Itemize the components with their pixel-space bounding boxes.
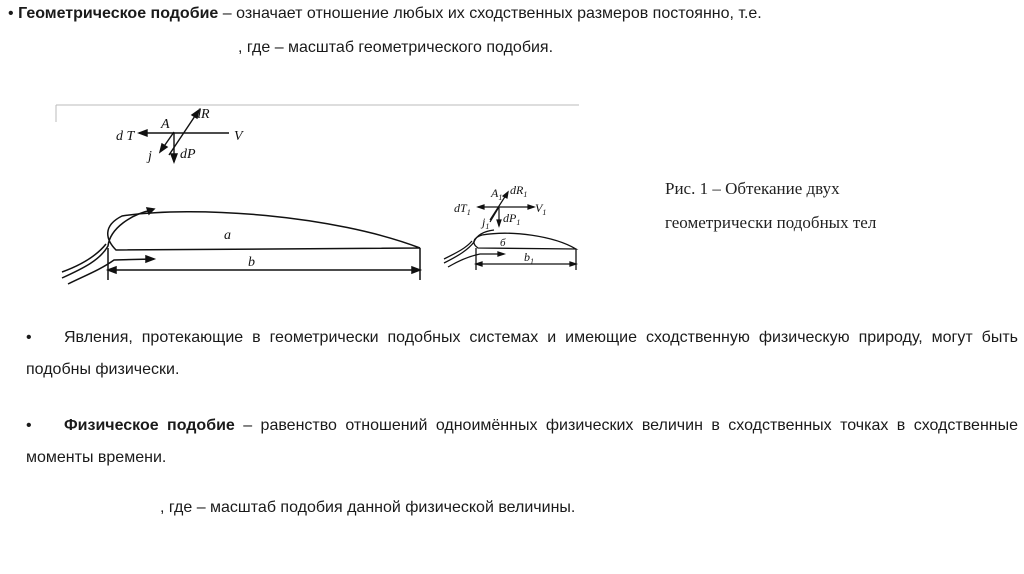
geometric-formula-line: , где – масштаб геометрического подобия. [238,39,554,56]
figure-caption [665,172,876,240]
small-label-dR: $dR_1$ [510,183,528,199]
physical-definition-text: – равенство отношений одноимённых физических величин в сходственных точках в сходственные моменты времени. [26,417,1019,466]
section3-paragraph [26,410,1018,474]
bullet: • [26,417,32,434]
caption-line-1: Рис. 1 – Обтекание двух [665,179,840,198]
physical-formula-line: , где – масштаб подобия данной физической величины. [160,499,576,516]
caption-line-2: геометрически подобных тел [665,213,877,232]
label-dT: d T [116,129,135,144]
bullet: • [8,5,14,22]
physical-phenomena-text: Явления, протекающие в геометрически подобных системах и имеющие сходственную физическую природу, могут быть подобны физически. [26,329,1018,378]
small-label-dT: $dT_1$ [454,201,471,217]
label-b: b [248,255,255,270]
big-airfoil [62,208,420,284]
definition-text: – означает отношение любых их сходственных размеров постоянно, т.е. [218,5,762,22]
small-label-j: $j_1$ [482,215,490,231]
label-A: A [161,117,170,132]
label-dP: dP [180,147,196,162]
small-label-a: б [500,237,506,249]
term-geometric-similarity: Геометрическое подобие [18,5,219,22]
label-a: a [224,228,231,243]
label-dR: dR [194,107,210,122]
small-label-dP: $dP_1$ [503,211,521,227]
small-label-V: $V_1$ [535,201,547,217]
small-label-b: $b_1$ [524,250,534,266]
small-label-A: $A_1$ [491,186,503,202]
section2-paragraph [26,322,1018,386]
small-airfoil [444,230,576,270]
label-j: j [148,149,152,164]
label-V: V [234,129,243,144]
section1-line [8,4,762,24]
figure-frame-line [56,105,579,122]
figure-airfoil-flow [44,100,644,290]
bullet: • [26,329,32,346]
term-physical-similarity: Физическое подобие [64,417,235,434]
